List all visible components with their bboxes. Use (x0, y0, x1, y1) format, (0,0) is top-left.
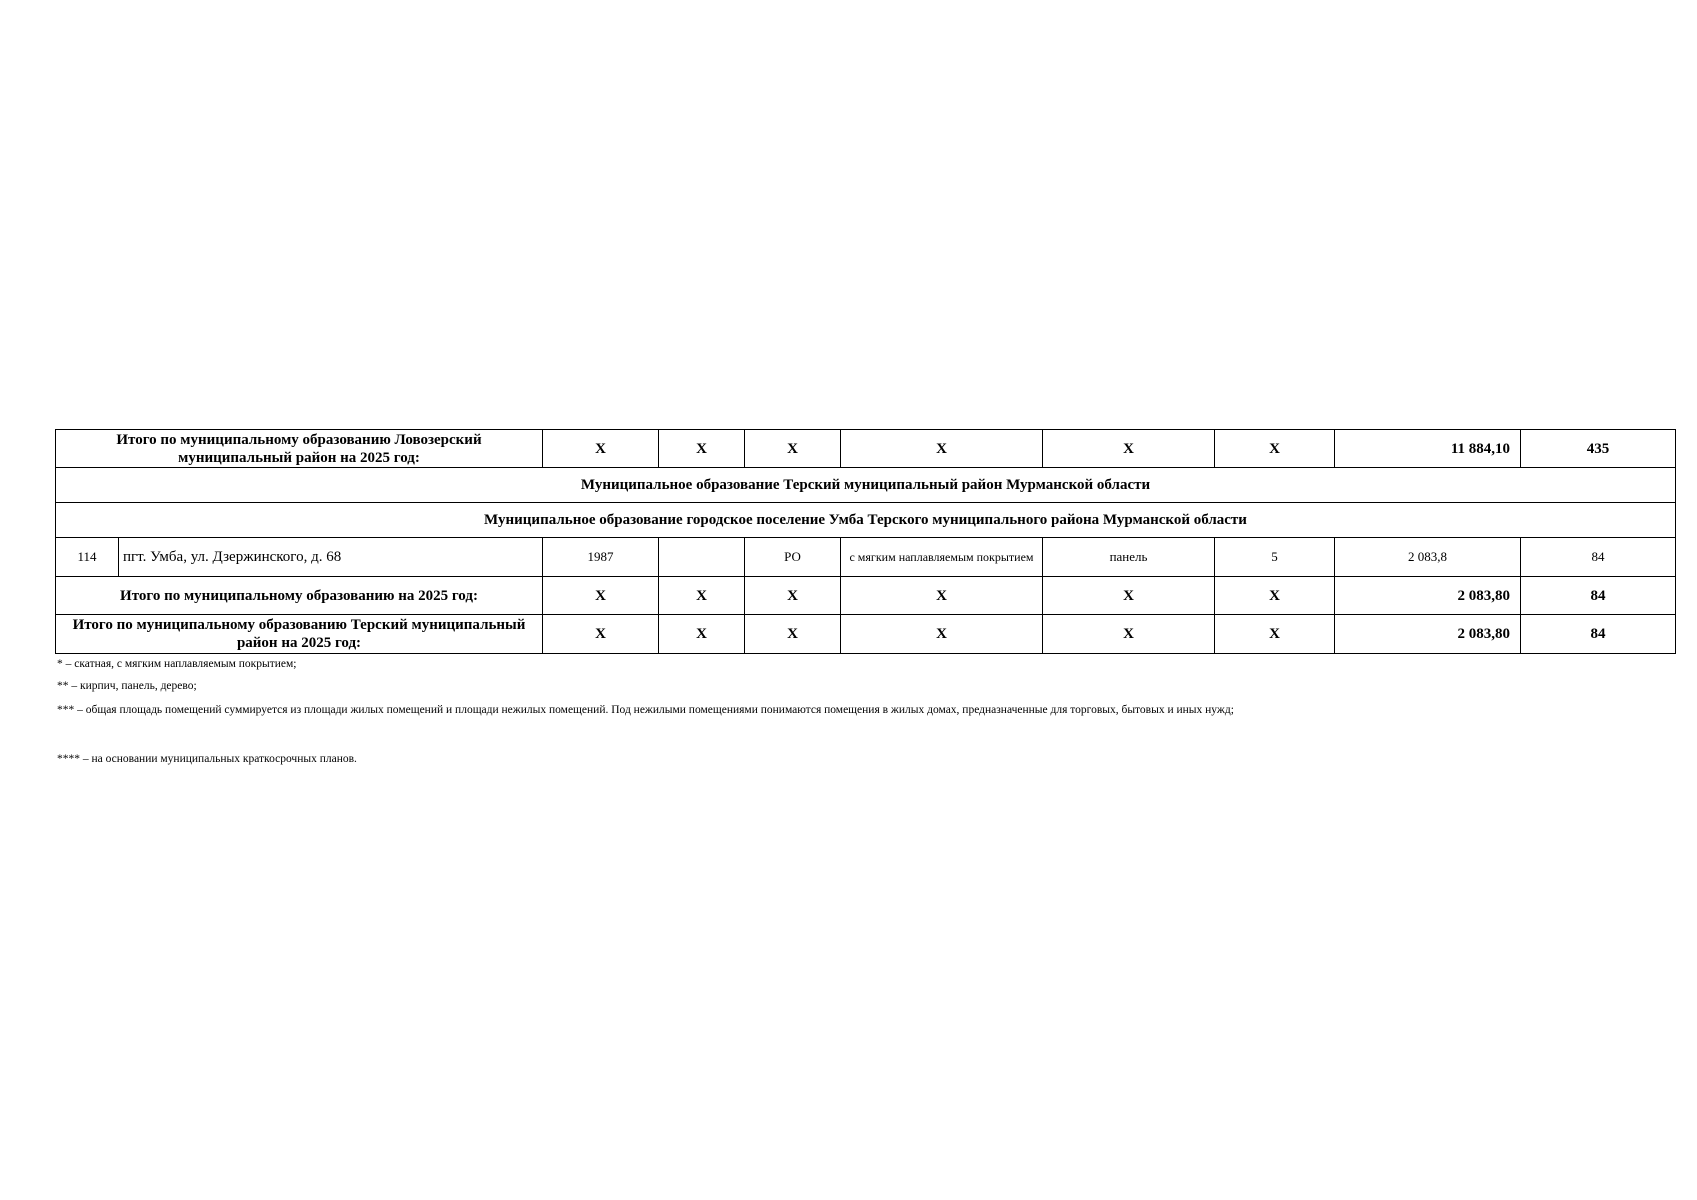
x-cell: X (1043, 577, 1215, 615)
x-cell: X (659, 615, 745, 654)
x-cell: X (1043, 430, 1215, 468)
total-area: 2 083,80 (1335, 577, 1521, 615)
row-area: 2 083,8 (1335, 538, 1521, 577)
x-cell: X (659, 430, 745, 468)
table-row (56, 538, 1676, 577)
x-cell: X (543, 577, 659, 615)
x-cell: X (841, 430, 1043, 468)
x-cell: X (745, 430, 841, 468)
x-cell: X (659, 577, 745, 615)
row-col4 (659, 538, 745, 577)
settlement-header: Муниципальное образование городское поселение Умба Терского муниципального района Мурманской области (56, 503, 1676, 538)
total-area: 11 884,10 (1335, 430, 1521, 468)
x-cell: X (841, 577, 1043, 615)
document-sheet (55, 429, 1669, 767)
region-header-row (56, 468, 1676, 503)
x-cell: X (1043, 615, 1215, 654)
footnote-area: *** – общая площадь помещений суммируется из площади жилых помещений и площади нежилых помещений. Под нежилыми помещениями понимаются помещения в жилых домах, предназначенные для торговых, бытовых и иных нужд; (57, 703, 1234, 716)
footnote-walls: ** – кирпич, панель, дерево; (57, 679, 197, 692)
x-cell: X (1215, 430, 1335, 468)
row-fund: РО (745, 538, 841, 577)
x-cell: X (841, 615, 1043, 654)
x-cell: X (543, 430, 659, 468)
region-header: Муниципальное образование Терский муниципальный район Мурманской области (56, 468, 1676, 503)
settlement-header-row (56, 503, 1676, 538)
x-cell: X (745, 577, 841, 615)
capital-repair-table (55, 429, 1676, 654)
total-area: 2 083,80 (1335, 615, 1521, 654)
row-residents: 84 (1521, 538, 1676, 577)
row-roof: с мягким наплавляемым покрытием (841, 538, 1043, 577)
total-count: 84 (1521, 615, 1676, 654)
row-address: пгт. Умба, ул. Дзержинского, д. 68 (119, 538, 543, 577)
footnote-plans: **** – на основании муниципальных краткосрочных планов. (57, 753, 357, 766)
x-cell: X (1215, 577, 1335, 615)
total-label: Итого по муниципальному образованию Ловозерский муниципальный район на 2025 год: (56, 430, 543, 468)
row-year: 1987 (543, 538, 659, 577)
row-walls: панель (1043, 538, 1215, 577)
total-row-mo (56, 577, 1676, 615)
total-count: 84 (1521, 577, 1676, 615)
footnotes (55, 658, 1669, 767)
x-cell: X (745, 615, 841, 654)
total-label: Итого по муниципальному образованию на 2025 год: (56, 577, 543, 615)
row-number: 114 (56, 538, 119, 577)
total-row-lovozero (56, 430, 1676, 468)
total-count: 435 (1521, 430, 1676, 468)
row-floors: 5 (1215, 538, 1335, 577)
total-label: Итого по муниципальному образованию Терский муниципальный район на 2025 год: (56, 615, 543, 654)
x-cell: X (543, 615, 659, 654)
footnote-roof: * – скатная, с мягким наплавляемым покрытием; (57, 658, 297, 670)
x-cell: X (1215, 615, 1335, 654)
total-row-tersky (56, 615, 1676, 654)
